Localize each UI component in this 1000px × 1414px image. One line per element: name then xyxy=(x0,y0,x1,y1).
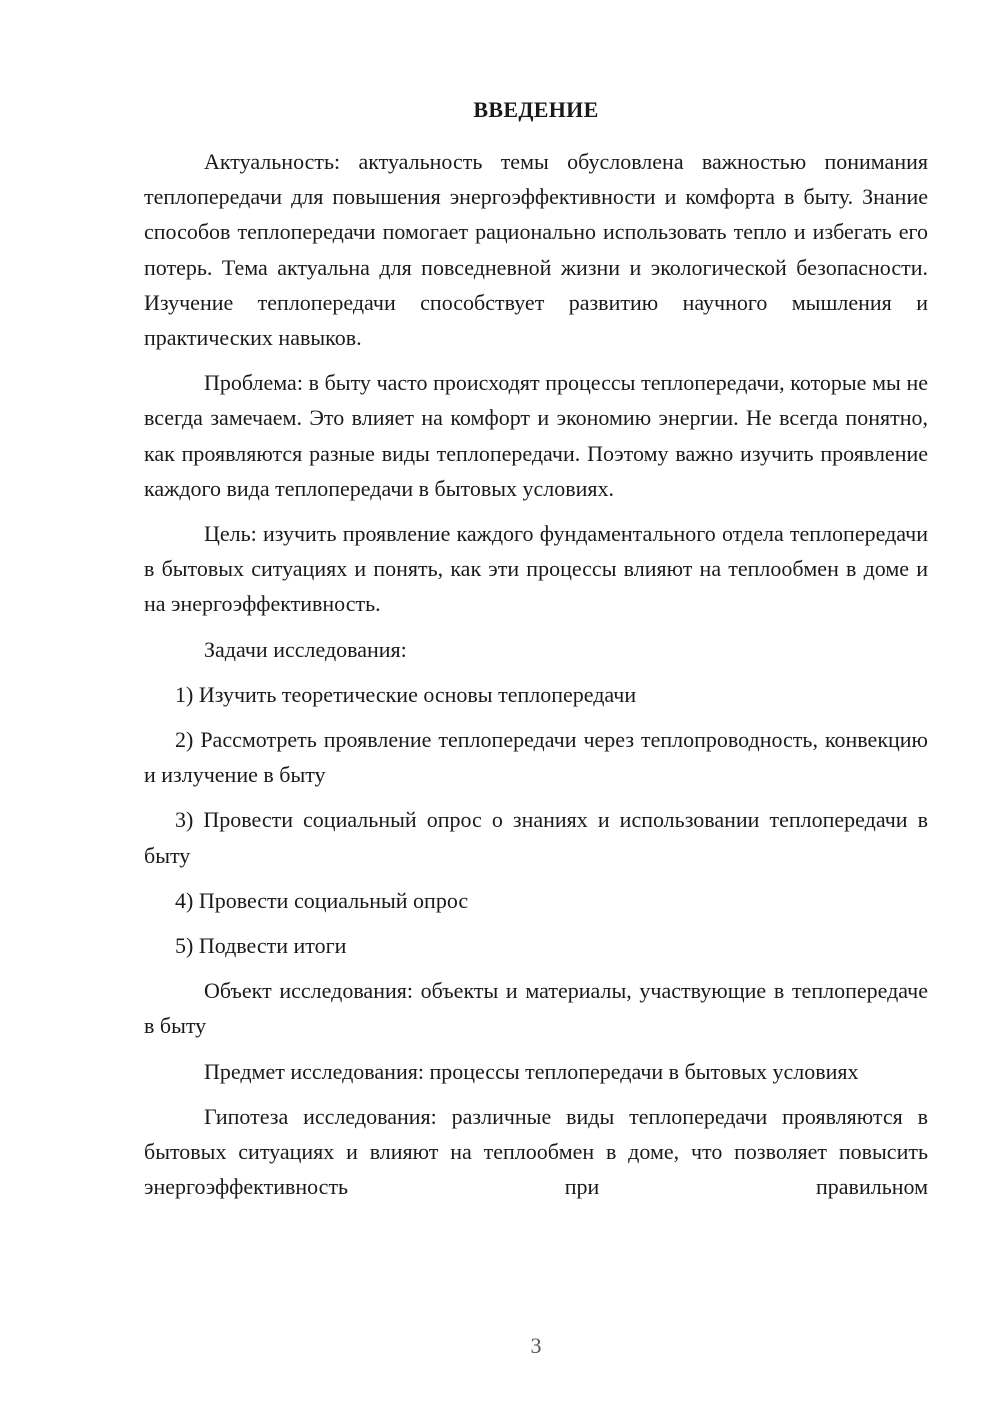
section-title: ВВЕДЕНИЕ xyxy=(473,97,599,122)
task-item-4: 4) Провести социальный опрос xyxy=(175,887,469,913)
paragraph-problem: Проблема: в быту часто происходят процессы теплопередачи, которые мы не всегда замечаем. Это влияет на комфорт и экономию энергии. Не всегда понятно, как проявляются разные виды теплопередачи. Поэтому важно изучить проявление каждого вида теплопередачи в бытовых условиях. xyxy=(144,370,928,501)
paragraph-relevance: Актуальность: актуальность темы обусловлена важностью понимания теплопередачи для повышения энергоэффективности и комфорта в быту. Знание способов теплопередачи помогает рационально использовать тепло и избегать его потерь. Тема актуальна для повседневной жизни и экологической безопасности. Изучение теплопередачи способствует развитию научного мышления и практических навыков. xyxy=(144,149,928,351)
paragraph-hypothesis: Гипотеза исследования: различные виды теплопередачи проявляются в бытовых ситуациях и влияют на теплообмен в доме, что позволяет повысить энергоэффективность при правильном xyxy=(144,1103,928,1200)
paragraph-goal: Цель: изучить проявление каждого фундаментального отдела теплопередачи в бытовых ситуациях и понять, как эти процессы влияют на теплообмен в доме и на энергоэффективность. xyxy=(144,521,928,617)
paragraph-subject: Предмет исследования: процессы теплопередачи в бытовых условиях xyxy=(204,1058,859,1084)
paragraph-object: Объект исследования: объекты и материалы, участвующие в теплопередаче в быту xyxy=(144,978,928,1039)
document-page xyxy=(144,94,928,1214)
task-item-1: 1) Изучить теоретические основы теплопередачи xyxy=(175,681,637,707)
task-item-5: 5) Подвести итоги xyxy=(175,933,347,959)
task-item-2: 2) Рассмотреть проявление теплопередачи через теплопроводность, конвекцию и излучение в быту xyxy=(144,727,928,788)
paragraph-tasks-heading: Задачи исследования: xyxy=(204,636,407,662)
task-item-3: 3) Провести социальный опрос о знаниях и использовании теплопередачи в быту xyxy=(144,807,928,868)
page-number: 3 xyxy=(530,1333,542,1358)
